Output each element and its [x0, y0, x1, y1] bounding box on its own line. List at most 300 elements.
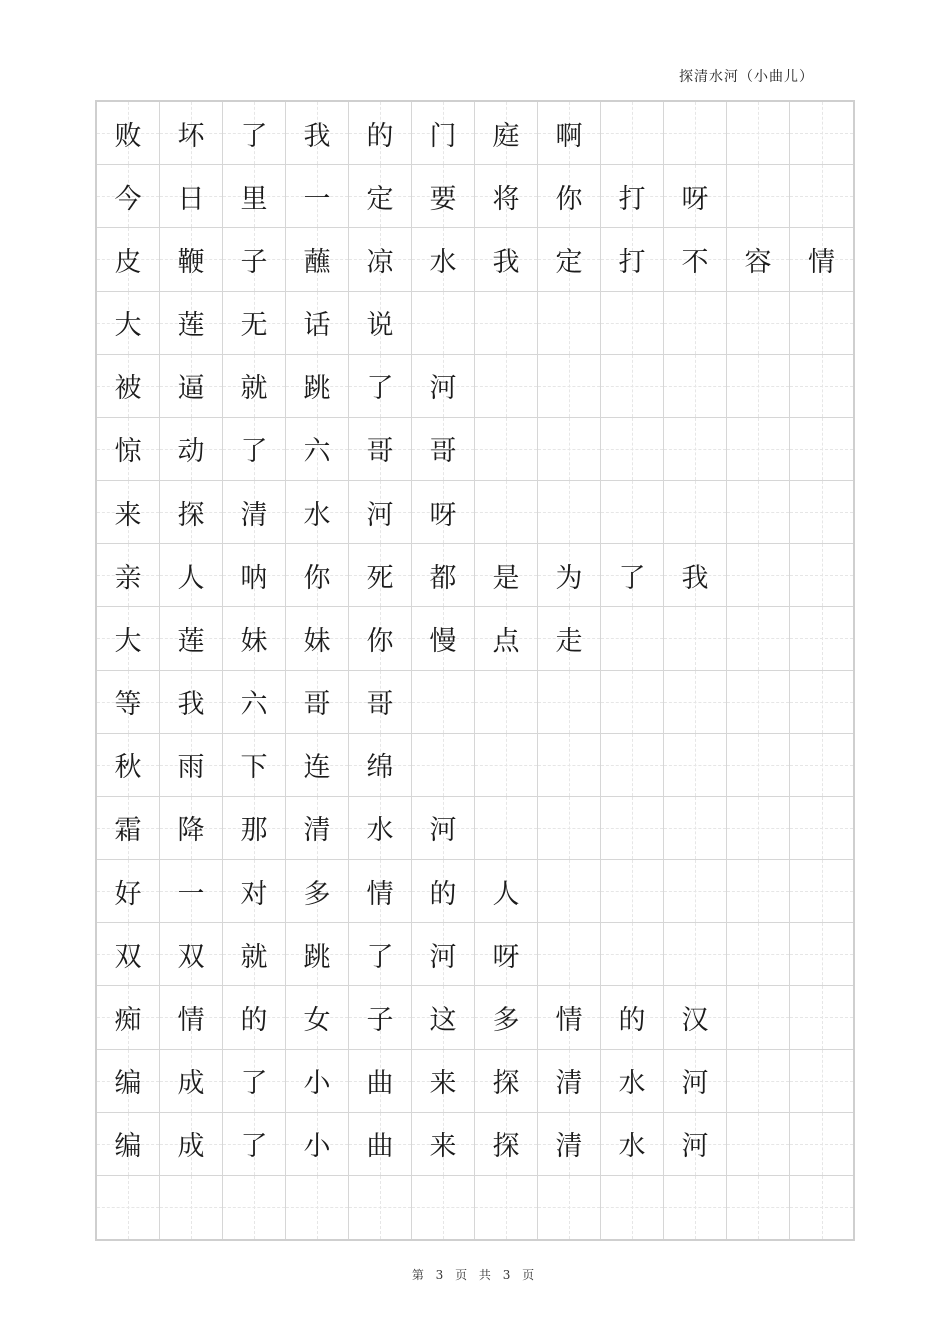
grid-character: 你	[366, 625, 394, 657]
grid-cell	[727, 355, 790, 418]
grid-cell	[160, 671, 223, 734]
grid-cell	[349, 165, 412, 228]
grid-cell	[160, 607, 223, 670]
grid-character: 打	[618, 246, 646, 278]
grid-character: 将	[492, 183, 520, 215]
grid-cell	[727, 734, 790, 797]
grid-cell	[412, 228, 475, 291]
grid-character: 哥	[366, 436, 394, 468]
grid-cell	[223, 860, 286, 923]
grid-cell	[349, 797, 412, 860]
grid-character: 清	[240, 499, 268, 531]
grid-character: 就	[240, 941, 268, 973]
grid-character: 河	[681, 1131, 709, 1163]
grid-character: 痴	[114, 1004, 142, 1036]
grid-character: 不	[681, 246, 709, 278]
grid-cell	[601, 734, 664, 797]
grid-character: 下	[240, 752, 268, 784]
grid-character: 皮	[114, 246, 142, 278]
grid-cell	[664, 418, 727, 481]
grid-character: 莲	[177, 625, 205, 657]
grid-cell	[412, 986, 475, 1049]
grid-cell	[475, 228, 538, 291]
grid-cell	[412, 355, 475, 418]
grid-character: 了	[366, 373, 394, 405]
grid-cell	[223, 671, 286, 734]
grid-cell	[349, 923, 412, 986]
grid-cell	[286, 923, 349, 986]
grid-cell	[349, 481, 412, 544]
grid-character: 大	[114, 625, 142, 657]
grid-cell	[790, 102, 853, 165]
grid-character: 哥	[303, 689, 331, 721]
grid-character: 子	[240, 246, 268, 278]
grid-character: 来	[114, 499, 142, 531]
grid-cell	[601, 1113, 664, 1176]
grid-cell	[790, 607, 853, 670]
grid-cell	[223, 986, 286, 1049]
grid-character: 今	[114, 183, 142, 215]
grid-cell	[286, 1113, 349, 1176]
grid-cell	[160, 923, 223, 986]
grid-cell	[97, 544, 160, 607]
grid-cell	[727, 481, 790, 544]
grid-character: 就	[240, 373, 268, 405]
grid-character: 你	[555, 183, 583, 215]
grid-cell	[538, 481, 601, 544]
grid-cell	[349, 1113, 412, 1176]
grid-cell	[475, 797, 538, 860]
grid-character: 哥	[429, 436, 457, 468]
grid-cell	[223, 292, 286, 355]
grid-character: 多	[492, 1004, 520, 1036]
grid-cell	[160, 102, 223, 165]
grid-cell	[727, 544, 790, 607]
grid-cell	[790, 1050, 853, 1113]
grid-cell	[97, 228, 160, 291]
grid-character: 呀	[429, 499, 457, 531]
grid-cell	[349, 102, 412, 165]
grid-character: 了	[618, 562, 646, 594]
grid-character: 双	[114, 941, 142, 973]
grid-cell	[664, 1176, 727, 1239]
grid-cell	[727, 165, 790, 228]
grid-cell	[538, 797, 601, 860]
grid-cell	[160, 797, 223, 860]
grid-character: 清	[555, 1068, 583, 1100]
grid-cell	[475, 986, 538, 1049]
grid-cell	[727, 1050, 790, 1113]
grid-character: 成	[177, 1068, 205, 1100]
grid-cell	[160, 1050, 223, 1113]
grid-cell	[286, 1176, 349, 1239]
grid-cell	[664, 671, 727, 734]
grid-cell	[97, 165, 160, 228]
grid-cell	[790, 544, 853, 607]
grid-character: 来	[429, 1131, 457, 1163]
grid-character: 凉	[366, 246, 394, 278]
grid-cell	[727, 671, 790, 734]
grid-character: 我	[492, 246, 520, 278]
grid-cell	[538, 860, 601, 923]
page-header-title: 探清水河（小曲儿）	[679, 69, 814, 85]
grid-cell	[160, 355, 223, 418]
grid-cell	[664, 860, 727, 923]
grid-cell	[538, 544, 601, 607]
grid-character: 清	[555, 1131, 583, 1163]
grid-cell	[538, 1113, 601, 1176]
grid-cell	[412, 1113, 475, 1176]
grid-cell	[412, 1176, 475, 1239]
grid-character: 点	[492, 625, 520, 657]
grid-character: 水	[429, 246, 457, 278]
grid-cell	[286, 228, 349, 291]
grid-cell	[664, 355, 727, 418]
grid-character: 的	[429, 878, 457, 910]
grid-character: 情	[177, 1004, 205, 1036]
grid-character: 清	[303, 815, 331, 847]
grid-cell	[97, 1050, 160, 1113]
grid-character: 那	[240, 815, 268, 847]
grid-character: 啊	[555, 120, 583, 152]
grid-cell	[475, 355, 538, 418]
grid-cell	[727, 860, 790, 923]
grid-cell	[412, 1050, 475, 1113]
grid-cell	[349, 986, 412, 1049]
grid-cell	[286, 607, 349, 670]
grid-cell	[538, 165, 601, 228]
grid-cell	[538, 1176, 601, 1239]
grid-cell	[97, 481, 160, 544]
grid-cell	[160, 1176, 223, 1239]
grid-cell	[412, 923, 475, 986]
grid-cell	[601, 607, 664, 670]
grid-cell	[97, 607, 160, 670]
grid-character: 河	[429, 373, 457, 405]
grid-character: 要	[429, 183, 457, 215]
grid-character: 水	[618, 1131, 646, 1163]
grid-cell	[538, 418, 601, 481]
grid-character: 我	[681, 562, 709, 594]
grid-character: 六	[240, 689, 268, 721]
grid-cell	[475, 102, 538, 165]
grid-cell	[790, 1113, 853, 1176]
grid-character: 呐	[240, 562, 268, 594]
grid-cell	[790, 860, 853, 923]
grid-cell	[223, 165, 286, 228]
grid-cell	[97, 923, 160, 986]
grid-cell	[160, 1113, 223, 1176]
grid-character: 为	[555, 562, 583, 594]
grid-character: 双	[177, 941, 205, 973]
grid-character: 河	[366, 499, 394, 531]
grid-cell	[475, 1050, 538, 1113]
grid-cell	[538, 986, 601, 1049]
grid-cell	[349, 1176, 412, 1239]
grid-cell	[601, 418, 664, 481]
grid-character: 妹	[240, 625, 268, 657]
grid-cell	[601, 355, 664, 418]
grid-cell	[790, 481, 853, 544]
grid-cell	[97, 292, 160, 355]
grid-cell	[727, 418, 790, 481]
grid-cell	[790, 418, 853, 481]
grid-cell	[286, 481, 349, 544]
grid-cell	[538, 102, 601, 165]
grid-cell	[223, 734, 286, 797]
grid-character: 都	[429, 562, 457, 594]
grid-cell	[790, 1176, 853, 1239]
grid-cell	[601, 797, 664, 860]
grid-character: 绵	[366, 752, 394, 784]
grid-cell	[538, 355, 601, 418]
grid-cell	[664, 165, 727, 228]
grid-cell	[349, 607, 412, 670]
grid-cell	[664, 986, 727, 1049]
grid-cell	[286, 102, 349, 165]
grid-cell	[160, 165, 223, 228]
grid-cell	[412, 797, 475, 860]
grid-character: 跳	[303, 941, 331, 973]
grid-cell	[97, 671, 160, 734]
grid-cell	[790, 734, 853, 797]
grid-cell	[412, 860, 475, 923]
grid-cell	[727, 292, 790, 355]
grid-character: 水	[303, 499, 331, 531]
grid-cell	[349, 1050, 412, 1113]
grid-character: 人	[177, 562, 205, 594]
grid-character: 容	[744, 246, 772, 278]
grid-character: 动	[177, 436, 205, 468]
grid-character: 编	[114, 1131, 142, 1163]
grid-cell	[727, 986, 790, 1049]
grid-cell	[664, 607, 727, 670]
grid-character: 慢	[429, 625, 457, 657]
grid-cell	[475, 1113, 538, 1176]
grid-cell	[223, 1113, 286, 1176]
grid-cell	[223, 607, 286, 670]
grid-cell	[223, 355, 286, 418]
grid-cell	[349, 544, 412, 607]
grid-cell	[412, 292, 475, 355]
grid-cell	[412, 671, 475, 734]
grid-cell	[664, 797, 727, 860]
grid-character: 日	[177, 183, 205, 215]
grid-character: 我	[303, 120, 331, 152]
grid-character: 庭	[492, 120, 520, 152]
grid-character: 子	[366, 1004, 394, 1036]
grid-character: 好	[114, 878, 142, 910]
grid-cell	[601, 923, 664, 986]
grid-cell	[727, 797, 790, 860]
grid-cell	[538, 734, 601, 797]
grid-cell	[601, 1176, 664, 1239]
grid-character: 坏	[177, 120, 205, 152]
grid-character: 连	[303, 752, 331, 784]
grid-cell	[286, 734, 349, 797]
grid-cell	[286, 1050, 349, 1113]
grid-cell	[223, 544, 286, 607]
grid-cell	[790, 797, 853, 860]
grid-cell	[223, 797, 286, 860]
grid-character: 话	[303, 310, 331, 342]
grid-cell	[412, 418, 475, 481]
grid-character: 对	[240, 878, 268, 910]
grid-character: 大	[114, 310, 142, 342]
grid-character: 亲	[114, 562, 142, 594]
grid-cell	[601, 671, 664, 734]
grid-cell	[601, 102, 664, 165]
grid-character: 小	[303, 1068, 331, 1100]
grid-cell	[286, 292, 349, 355]
grid-character: 我	[177, 689, 205, 721]
grid-character: 来	[429, 1068, 457, 1100]
grid-character: 是	[492, 562, 520, 594]
grid-cell	[97, 797, 160, 860]
grid-character: 一	[177, 878, 205, 910]
grid-cell	[223, 228, 286, 291]
grid-cell	[412, 165, 475, 228]
grid-character: 这	[429, 1004, 457, 1036]
grid-cell	[97, 860, 160, 923]
grid-cell	[601, 228, 664, 291]
grid-character: 霜	[114, 815, 142, 847]
grid-character: 妹	[303, 625, 331, 657]
grid-cell	[223, 102, 286, 165]
grid-character: 蘸	[303, 246, 331, 278]
grid-character: 情	[555, 1004, 583, 1036]
grid-cell	[727, 102, 790, 165]
grid-character: 呀	[492, 941, 520, 973]
grid-character: 汉	[681, 1004, 709, 1036]
grid-cell	[790, 986, 853, 1049]
grid-cell	[223, 418, 286, 481]
grid-cell	[601, 860, 664, 923]
grid-cell	[664, 481, 727, 544]
grid-cell	[349, 228, 412, 291]
grid-character: 哥	[366, 689, 394, 721]
grid-cell	[412, 544, 475, 607]
grid-cell	[664, 228, 727, 291]
grid-character: 雨	[177, 752, 205, 784]
grid-cell	[286, 797, 349, 860]
grid-character: 降	[177, 815, 205, 847]
grid-character: 了	[240, 436, 268, 468]
grid-cell	[286, 860, 349, 923]
grid-cell	[664, 1113, 727, 1176]
grid-cell	[160, 481, 223, 544]
grid-cell	[601, 986, 664, 1049]
grid-cell	[97, 102, 160, 165]
grid-cell	[286, 544, 349, 607]
grid-character: 等	[114, 689, 142, 721]
grid-cell	[664, 923, 727, 986]
grid-cell	[223, 923, 286, 986]
grid-character: 了	[366, 941, 394, 973]
grid-character: 无	[240, 310, 268, 342]
grid-character: 女	[303, 1004, 331, 1036]
grid-character: 水	[366, 815, 394, 847]
grid-character: 打	[618, 183, 646, 215]
grid-cell	[538, 228, 601, 291]
grid-cell	[349, 734, 412, 797]
grid-cell	[475, 734, 538, 797]
grid-cell	[475, 607, 538, 670]
grid-cell	[664, 102, 727, 165]
grid-cell	[475, 292, 538, 355]
grid-cell	[286, 355, 349, 418]
grid-cell	[349, 418, 412, 481]
grid-cell	[601, 292, 664, 355]
grid-cell	[538, 923, 601, 986]
grid-character: 了	[240, 120, 268, 152]
grid-character: 人	[492, 878, 520, 910]
grid-cell	[97, 734, 160, 797]
grid-cell	[349, 671, 412, 734]
grid-cell	[727, 1113, 790, 1176]
grid-cell	[790, 165, 853, 228]
grid-cell	[475, 860, 538, 923]
grid-character: 你	[303, 562, 331, 594]
grid-cell	[664, 1050, 727, 1113]
grid-cell	[97, 355, 160, 418]
grid-cell	[601, 1050, 664, 1113]
grid-cell	[790, 228, 853, 291]
grid-cell	[223, 1176, 286, 1239]
grid-cell	[664, 734, 727, 797]
grid-cell	[160, 418, 223, 481]
grid-cell	[727, 228, 790, 291]
grid-cell	[601, 544, 664, 607]
grid-character: 探	[492, 1068, 520, 1100]
grid-character: 曲	[366, 1131, 394, 1163]
grid-cell	[97, 986, 160, 1049]
grid-cell	[97, 1176, 160, 1239]
grid-cell	[475, 418, 538, 481]
grid-character: 鞭	[177, 246, 205, 278]
grid-cell	[223, 481, 286, 544]
grid-cell	[286, 671, 349, 734]
grid-cell	[349, 860, 412, 923]
grid-character: 定	[555, 246, 583, 278]
grid-cell	[223, 1050, 286, 1113]
grid-character: 说	[366, 310, 394, 342]
grid-cell	[160, 860, 223, 923]
page-number: 第 3 页 共 3 页	[411, 1268, 539, 1282]
grid-cell	[97, 1113, 160, 1176]
grid-character: 六	[303, 436, 331, 468]
grid-cell	[790, 923, 853, 986]
grid-character: 小	[303, 1131, 331, 1163]
grid-character: 跳	[303, 373, 331, 405]
grid-character: 曲	[366, 1068, 394, 1100]
grid-cell	[727, 1176, 790, 1239]
grid-cell	[160, 544, 223, 607]
grid-cell	[538, 607, 601, 670]
grid-character: 河	[429, 815, 457, 847]
grid-cell	[349, 292, 412, 355]
grid-character: 编	[114, 1068, 142, 1100]
grid-cell	[475, 481, 538, 544]
grid-character: 的	[618, 1004, 646, 1036]
grid-character: 情	[366, 878, 394, 910]
grid-character: 逼	[177, 373, 205, 405]
grid-cell	[475, 1176, 538, 1239]
grid-character: 探	[177, 499, 205, 531]
grid-cell	[475, 671, 538, 734]
grid-character: 多	[303, 878, 331, 910]
grid-character: 呀	[681, 183, 709, 215]
